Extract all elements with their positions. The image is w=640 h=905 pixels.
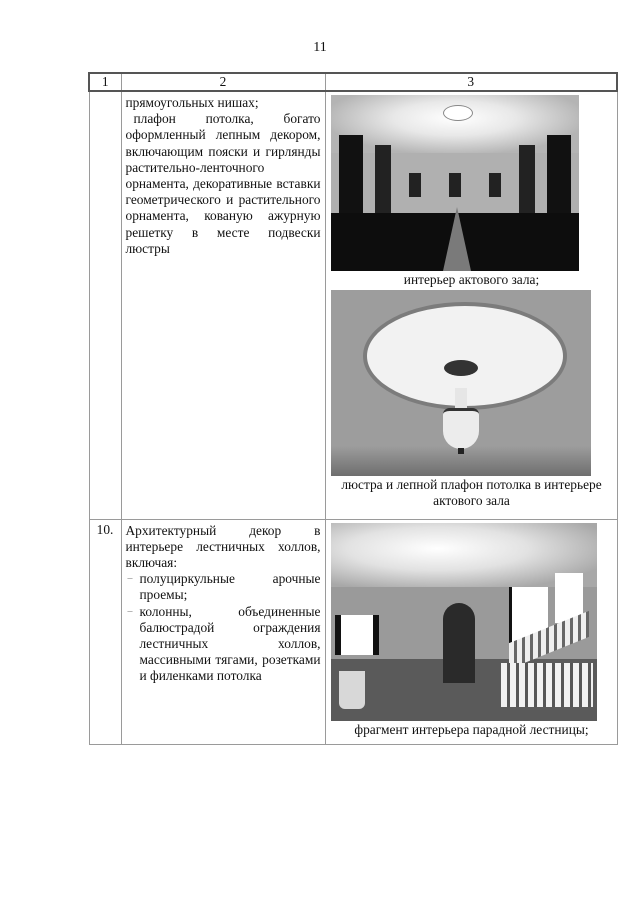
staircase-interior-photo xyxy=(331,523,597,721)
table-header-row xyxy=(89,73,617,91)
row-number xyxy=(89,91,121,519)
page-number: 11 xyxy=(313,40,327,55)
description-list-item: – полуциркульные арочные проемы; xyxy=(126,571,321,603)
description-list-item: – колонны, объединенные балюстрадой ограждения лестничных холлов, массивными тягами, розетками и филенками потолка xyxy=(126,604,321,685)
column-header-3: 3 xyxy=(325,73,617,91)
heritage-elements-table xyxy=(88,72,618,745)
row-images xyxy=(325,519,617,744)
photo-caption: интерьер актового зала; xyxy=(403,272,540,287)
row-number: 10. xyxy=(89,519,121,744)
column-header-2: 2 xyxy=(121,73,325,91)
description-line: прямоугольных нишах; xyxy=(125,95,259,110)
description-line: плафон потолка, богато оформленный лепным декором, включающим пояски и гирлянды растительно-ленточного орнамента, декоративные вставки геометрического и растительного орнамента, кованую ажурную решетку в месте подвески люстры xyxy=(125,111,321,256)
row-description xyxy=(121,91,325,519)
row-description xyxy=(121,519,325,744)
table-row xyxy=(89,91,617,519)
description-intro: Архитектурный декор в интерьере лестничных холлов, включая: xyxy=(125,522,321,570)
chandelier-ceiling-photo xyxy=(331,290,591,476)
table-row xyxy=(89,519,617,744)
column-header-1: 1 xyxy=(89,73,121,91)
photo-caption: люстра и лепной плафон потолка в интерьере актового зала xyxy=(341,477,602,508)
assembly-hall-interior-photo xyxy=(331,95,579,271)
row-images xyxy=(325,91,617,519)
photo-caption: фрагмент интерьера парадной лестницы; xyxy=(354,721,589,737)
